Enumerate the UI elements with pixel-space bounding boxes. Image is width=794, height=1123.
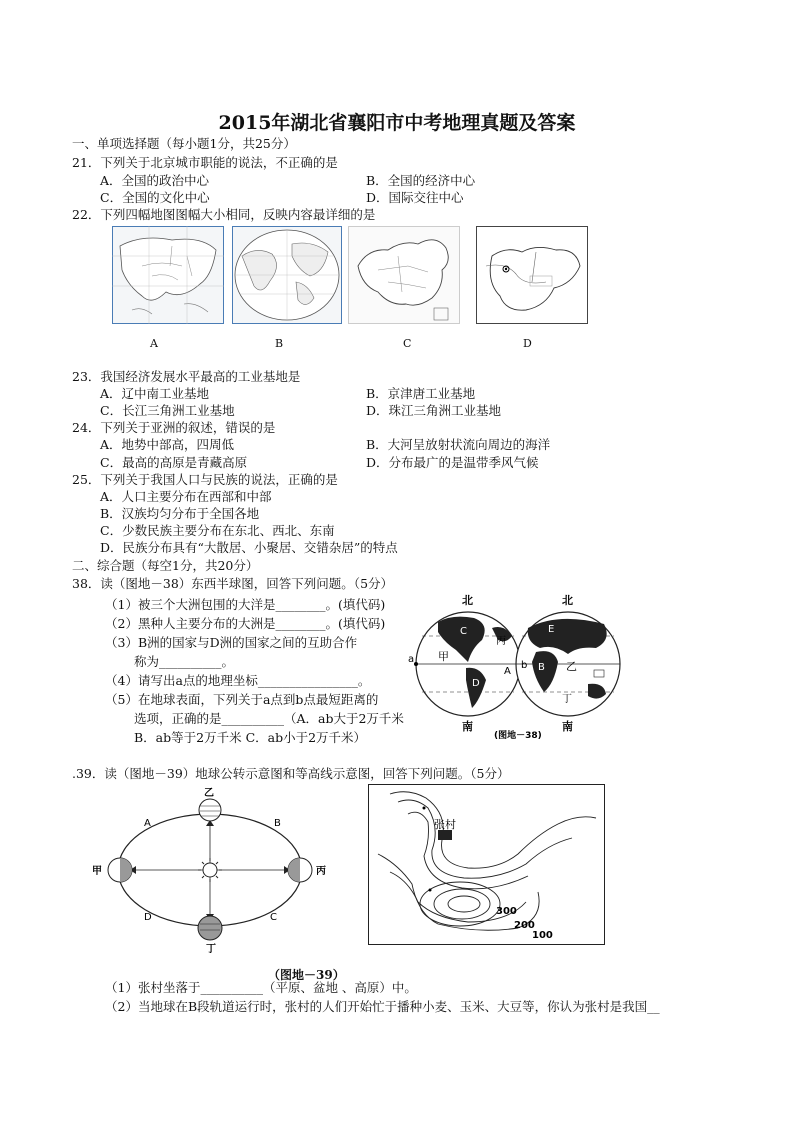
q21-option-b: B．全国的经济中心 (366, 173, 476, 188)
section-2-heading: 二、综合题（每空1分，共20分） (72, 558, 259, 573)
orbit-bing: 丙 (316, 866, 326, 877)
contour-200: 200 (514, 920, 535, 931)
village-label: 张村 (434, 818, 456, 831)
map-d-label: D (523, 337, 532, 350)
q39-sub-2: （2）当地球在B段轨道运行时，张村的人们开始忙于播种小麦、玉米、大豆等，你认为张村是我国__ (105, 999, 660, 1014)
q25-option-d: D．民族分布具有“大散居、小聚居、交错杂居”的特点 (100, 540, 398, 555)
q23-option-c: C．长江三角洲工业基地 (100, 403, 235, 418)
q21-stem: 21．下列关于北京城市职能的说法，不正确的是 (72, 155, 338, 170)
orbit-jia: 甲 (92, 866, 102, 877)
q23-stem: 23．我国经济发展水平最高的工业基地是 (72, 369, 301, 384)
q38-sub-2: （2）黑种人主要分布的大洲是________。(填代码) (105, 616, 386, 631)
map-b-world (232, 226, 342, 328)
q38-sub-5b: 选项，正确的是__________（A．ab大于2万千米 (134, 711, 404, 726)
label-C: C (460, 626, 467, 637)
q38-sub-3: （3）B洲的国家与D洲的国家之间的互助合作 (105, 635, 358, 650)
q23-option-b: B．京津唐工业基地 (366, 386, 476, 401)
section-1-heading: 一、单项选择题（每小题1分，共25分） (72, 136, 296, 151)
q21-option-a: A．全国的政治中心 (100, 173, 210, 188)
contour-map (368, 784, 606, 950)
hemi-south-east: 南 (562, 720, 573, 733)
map-d-province (476, 226, 588, 328)
q38-sub-1: （1）被三个大洲包围的大洋是________。(填代码) (105, 597, 386, 612)
page-title: 2015年湖北省襄阳市中考地理真题及答案 (218, 112, 576, 134)
q38-sub-5: （5）在地球表面，下列关于a点到b点最短距离的 (105, 692, 379, 707)
point-b-label: b (521, 660, 528, 671)
earth-orbit-diagram (90, 786, 336, 960)
q21-option-c: C．全国的文化中心 (100, 190, 210, 205)
map-a-asia (112, 226, 224, 328)
orbit-ding: 丁 (206, 944, 216, 955)
label-jia: 甲 (438, 650, 449, 663)
map-c-label: C (403, 337, 412, 350)
q24-stem: 24．下列关于亚洲的叙述，错误的是 (72, 420, 276, 435)
orbit-B: B (274, 818, 281, 829)
map-a-label: A (150, 337, 158, 350)
q25-option-b: B．汉族均匀分布于全国各地 (100, 506, 260, 521)
q38-sub-5c: B．ab等于2万千米 C．ab小于2万千米） (134, 730, 367, 745)
hemi-south-west: 南 (462, 720, 473, 733)
contour-100: 100 (532, 930, 553, 941)
q24-option-d: D．分布最广的是温带季风气候 (366, 455, 539, 470)
label-yi: 乙 (566, 660, 577, 673)
label-A: A (504, 666, 511, 677)
hemi-north-west: 北 (462, 594, 473, 607)
q38-sub-4: （4）请写出a点的地理坐标________________。 (105, 673, 371, 688)
label-ding: 丁 (562, 694, 572, 705)
q25-option-a: A．人口主要分布在西部和中部 (100, 489, 272, 504)
fig39-caption: （图地－39） (268, 968, 345, 982)
label-D: D (472, 678, 480, 689)
orbit-D: D (144, 912, 152, 923)
q21-option-d: D．国际交往中心 (366, 190, 464, 205)
q24-option-b: B．大河呈放射状流向周边的海洋 (366, 437, 551, 452)
map-c-china (348, 226, 460, 328)
hemi-north-east: 北 (562, 594, 573, 607)
q39-sub-1: （1）张村坐落于__________（平原、盆地 、高原）中。 (105, 980, 417, 995)
q39-stem: .39．读（图地－39）地球公转示意图和等高线示意图，回答下列问题。（5分） (72, 766, 510, 781)
q22-stem: 22．下列四幅地图图幅大小相同，反映内容最详细的是 (72, 207, 376, 222)
label-E: E (548, 624, 555, 635)
q24-option-a: A．地势中部高，四周低 (100, 437, 235, 452)
q25-stem: 25．下列关于我国人口与民族的说法，正确的是 (72, 472, 338, 487)
contour-300: 300 (496, 906, 517, 917)
q23-option-d: D．珠江三角洲工业基地 (366, 403, 502, 418)
fig38-caption: (图地－38) (494, 731, 542, 741)
map-b-label: B (275, 337, 284, 350)
hemispheres-figure (408, 588, 624, 752)
q24-option-c: C．最高的高原是青藏高原 (100, 455, 248, 470)
q38-sub-3b: 称为__________。 (134, 654, 235, 669)
orbit-A: A (144, 818, 151, 829)
q38-stem: 38．读（图地－38）东西半球图，回答下列问题。（5分） (72, 576, 394, 591)
q25-option-c: C．少数民族主要分布在东北、西北、东南 (100, 523, 335, 538)
label-bing: 丙 (496, 636, 506, 647)
q23-option-a: A．辽中南工业基地 (100, 386, 210, 401)
point-a-label: a (408, 654, 415, 665)
label-B: B (538, 662, 545, 673)
orbit-C: C (270, 912, 277, 923)
orbit-yi: 乙 (204, 788, 214, 799)
